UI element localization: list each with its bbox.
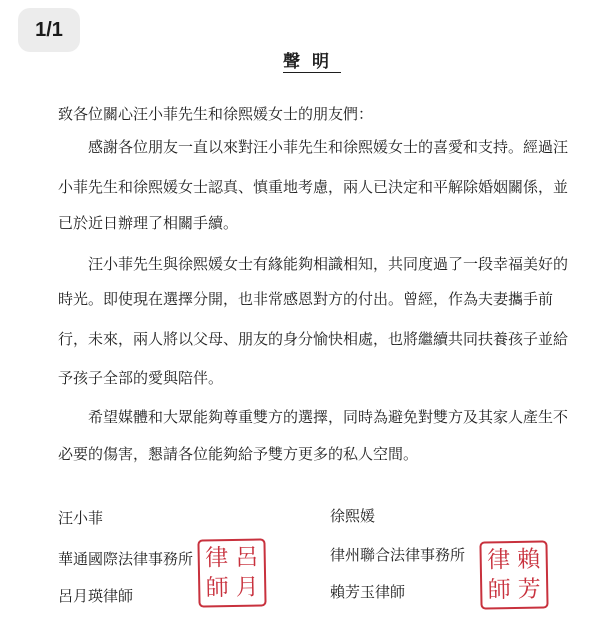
signatory-left-law-firm: 華通國際法律事務所 — [58, 550, 194, 568]
seal-char: 月 — [235, 574, 259, 601]
salutation: 致各位關心汪小菲先生和徐熙媛女士的朋友們： — [58, 105, 374, 123]
signatory-left-name: 汪小菲 — [58, 509, 104, 527]
seal-stamp-right — [479, 540, 548, 609]
paragraph-2-line-2: 時光。即使現在選擇分開，也非常感恩對方的付出。曾經，作為夫妻攜手前 — [58, 290, 554, 308]
seal-char: 賴 — [517, 546, 541, 573]
signatory-right-lawyer: 賴芳玉律師 — [330, 583, 406, 601]
seal-char: 師 — [487, 576, 511, 603]
signatory-left-lawyer: 呂月瑛律師 — [58, 587, 134, 605]
seal-char: 律 — [487, 546, 511, 573]
signatory-right-law-firm: 律州聯合法律事務所 — [330, 546, 466, 564]
paragraph-1-line-2: 小菲先生和徐熙媛女士認真、慎重地考慮，兩人已決定和平解除婚姻關係，並 — [58, 178, 569, 196]
signatory-right-name: 徐熙媛 — [330, 507, 376, 525]
seal-char: 律 — [205, 544, 229, 571]
paragraph-1-line-3: 已於近日辦理了相關手續。 — [58, 214, 239, 232]
page-indicator-badge[interactable]: 1/1 — [18, 8, 80, 52]
paragraph-2-line-1: 汪小菲先生與徐熙媛女士有緣能夠相識相知，共同度過了一段幸福美好的 — [88, 255, 569, 273]
paragraph-2-line-3: 行，未來，兩人將以父母、朋友的身分愉快相處，也將繼續共同扶養孩子並給 — [58, 330, 569, 348]
seal-char: 呂 — [235, 544, 259, 571]
paragraph-1-line-1: 感謝各位朋友一直以來對汪小菲先生和徐熙媛女士的喜愛和支持。經過汪 — [88, 138, 569, 156]
document-title: 聲明 — [283, 52, 341, 72]
seal-stamp-left — [197, 538, 266, 607]
paragraph-2-line-4: 予孩子全部的愛與陪伴。 — [58, 369, 224, 387]
seal-char: 芳 — [517, 576, 541, 603]
paragraph-3-line-1: 希望媒體和大眾能夠尊重雙方的選擇，同時為避免對雙方及其家人產生不 — [88, 408, 569, 426]
seal-char: 師 — [205, 574, 229, 601]
paragraph-3-line-2: 必要的傷害，懇請各位能夠給予雙方更多的私人空間。 — [58, 445, 419, 463]
